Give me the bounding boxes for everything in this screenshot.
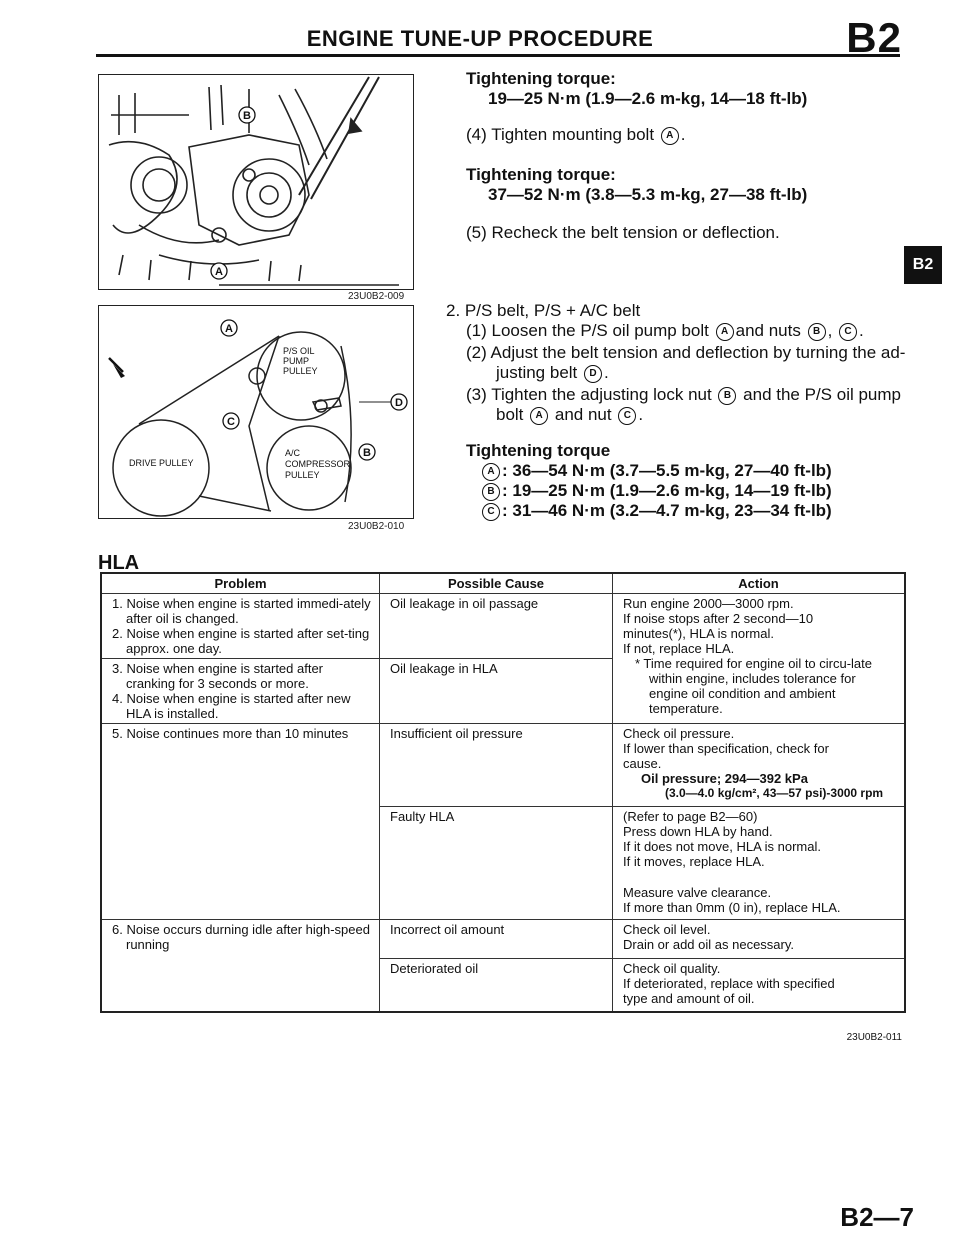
fig2-callout-c: C: [227, 416, 235, 428]
action1-line1: Run engine 2000—3000 rpm.: [623, 596, 794, 611]
step3-a: (3) Tighten the adjusting lock nut: [466, 385, 712, 404]
page-title: ENGINE TUNE-UP PROCEDURE: [306, 26, 654, 51]
action-cell: [613, 807, 906, 920]
section-title-hla: HLA: [98, 552, 140, 574]
torque1-value: 19—25 N·m (1.9—2.6 m-kg, 14—18 ft-lb): [488, 89, 808, 108]
problem-4: 4. Noise when engine is started after new HLA is installed.: [112, 691, 351, 721]
ac-label-3: PULLEY: [285, 470, 320, 480]
header-rule: [96, 54, 900, 57]
action4-line1: Check oil level.: [623, 922, 711, 937]
section-code: B2: [846, 14, 902, 61]
torque3-label: Tightening torque: [466, 441, 611, 460]
action-cell: [613, 920, 906, 959]
figure-code-1: 23U0B2-009: [348, 291, 405, 302]
item2-step3-cont: bolt A and nut C .: [496, 405, 644, 424]
ref-a: A: [482, 463, 500, 481]
ref-d: D: [584, 365, 602, 383]
hla-table: [100, 572, 906, 1013]
figure-alternator: [98, 74, 414, 290]
figure-belt-routing: [98, 305, 414, 519]
torque2-value: 37—52 N·m (3.8—5.3 m-kg, 27—38 ft-lb): [488, 185, 808, 204]
action2-line2: If lower than specification, check for: [623, 741, 829, 756]
ref-c: C: [482, 503, 500, 521]
cause-cell: Oil leakage in oil passage: [380, 594, 613, 659]
cause-cell: Insufficient oil pressure: [380, 724, 613, 807]
belt-routing-diagram: [99, 306, 413, 518]
item2-step3: [466, 384, 901, 406]
torque1-label: Tightening torque:: [466, 69, 616, 88]
ps-label-3: PULLEY: [283, 366, 318, 376]
step4: (4) Tighten mounting bolt A .: [466, 125, 686, 144]
item2-step2-cont: justing belt D .: [496, 363, 609, 382]
action2-bold2: (3.0—4.0 kg/cm², 43—57 psi)-3000 rpm: [665, 786, 884, 800]
header-cause: Possible Cause: [380, 573, 613, 594]
cause-cell: Deteriorated oil: [380, 959, 613, 1013]
cause-cell: Faulty HLA: [380, 807, 613, 920]
action1-line2: If noise stops after 2 second—10: [623, 611, 814, 626]
action1-line3: minutes(*), HLA is normal.: [623, 626, 774, 641]
step4-text: (4) Tighten mounting bolt: [466, 125, 655, 144]
ref-b: B: [482, 483, 500, 501]
step5: (5) Recheck the belt tension or deflection.: [466, 223, 780, 242]
action5-line1: Check oil quality.: [623, 961, 721, 976]
step1-a: (1) Loosen the P/S oil pump bolt: [466, 321, 709, 340]
ps-label-2: PUMP: [283, 356, 310, 366]
torque3-c: [480, 500, 832, 522]
action3-line1: (Refer to page B2—60): [623, 809, 758, 824]
problem-cell: [101, 594, 380, 659]
table-row: [101, 920, 905, 959]
ref-a: A: [530, 407, 548, 425]
step2-b: justing belt: [496, 363, 578, 382]
ref-a: A: [716, 323, 734, 341]
problem-6: 6. Noise occurs durning idle after high-speed running: [112, 922, 370, 952]
torque3-a-value: : 36—54 N·m (3.7—5.5 m-kg, 27—40 ft-lb): [502, 461, 832, 480]
problem-3: 3. Noise when engine is started after cranking for 3 seconds or more.: [112, 661, 324, 691]
ref-a: A: [661, 127, 679, 145]
problem-cell: [101, 724, 380, 920]
action3-line3: If it does not move, HLA is normal.: [623, 839, 821, 854]
action4-line2: Drain or add oil as necessary.: [623, 937, 795, 952]
action3b-line2: If more than 0mm (0 in), replace HLA.: [623, 900, 841, 915]
cause-cell: Oil leakage in HLA: [380, 659, 613, 724]
action-cell: [613, 724, 906, 807]
header-problem: Problem: [101, 573, 380, 594]
ac-label-1: A/C: [285, 448, 301, 458]
ref-b: B: [808, 323, 826, 341]
step3-b: and the P/S oil pump: [743, 385, 901, 404]
fig1-callout-a: A: [215, 266, 223, 278]
step3-c: bolt: [496, 405, 524, 424]
ref-b: B: [718, 387, 736, 405]
torque3-b: [480, 480, 832, 502]
ref-c: C: [618, 407, 636, 425]
action2-line1: Check oil pressure.: [623, 726, 735, 741]
fig2-callout-b: B: [363, 447, 371, 459]
action3b-line1: Measure valve clearance.: [623, 885, 772, 900]
action5-line2: If deteriorated, replace with specified: [623, 976, 835, 991]
torque3-b-value: : 19—25 N·m (1.9—2.6 m-kg, 14—19 ft-lb): [502, 481, 832, 500]
item2-step1: (1) Loosen the P/S oil pump bolt A and nuts B , C .: [466, 321, 864, 340]
torque3-c-value: : 31—46 N·m (3.2—4.7 m-kg, 23—34 ft-lb): [502, 501, 832, 520]
table-code: 23U0B2-011: [846, 1032, 902, 1043]
table-row: [101, 724, 905, 807]
cause-cell: Incorrect oil amount: [380, 920, 613, 959]
action-cell: [613, 594, 906, 724]
action2-line3: cause.: [623, 756, 662, 771]
problem-cell: [101, 659, 380, 724]
action-cell: [613, 959, 906, 1013]
action1-note: * Time required for engine oil to circu-late within engine, includes tolerance for engine oil condition and ambient temperature.: [635, 656, 873, 716]
drive-pulley-label: DRIVE PULLEY: [129, 458, 194, 468]
fig2-callout-d: D: [395, 397, 403, 409]
step1-b: and nuts: [735, 321, 801, 340]
ps-label-1: P/S OIL: [283, 346, 315, 356]
step3-d: and nut: [554, 405, 612, 424]
item2: 2. P/S belt, P/S + A/C belt: [446, 301, 641, 320]
side-tab[interactable]: B2: [904, 246, 942, 284]
action2-bold1: Oil pressure; 294—392 kPa: [641, 771, 808, 786]
problem-1: 1. Noise when engine is started immedi-ately after oil is changed.: [112, 596, 371, 626]
action3-line4: If it moves, replace HLA.: [623, 854, 765, 869]
table-header-row: [101, 573, 905, 594]
figure-code-2: 23U0B2-010: [348, 521, 405, 532]
problem-cell: [101, 920, 380, 1013]
fig1-callout-b: B: [243, 110, 251, 122]
ref-c: C: [839, 323, 857, 341]
torque2-label: Tightening torque:: [466, 165, 616, 184]
alternator-illustration: [99, 75, 413, 289]
item2-step2: (2) Adjust the belt tension and deflection by turning the ad-: [466, 343, 906, 362]
drive-pulley-shape: [113, 420, 209, 516]
action1-line4: If not, replace HLA.: [623, 641, 735, 656]
table-row: [101, 594, 905, 659]
ac-label-2: COMPRESSOR: [285, 459, 351, 469]
page-number: B2—7: [840, 1202, 914, 1232]
action3-line2: Press down HLA by hand.: [623, 824, 773, 839]
action5-line3: type and amount of oil.: [623, 991, 755, 1006]
problem-2: 2. Noise when engine is started after set-ting approx. one day.: [112, 626, 370, 656]
problem-5: 5. Noise continues more than 10 minutes: [112, 726, 349, 741]
torque3-a: [480, 460, 832, 482]
fig2-callout-a: A: [225, 323, 233, 335]
header-action: Action: [613, 573, 906, 594]
